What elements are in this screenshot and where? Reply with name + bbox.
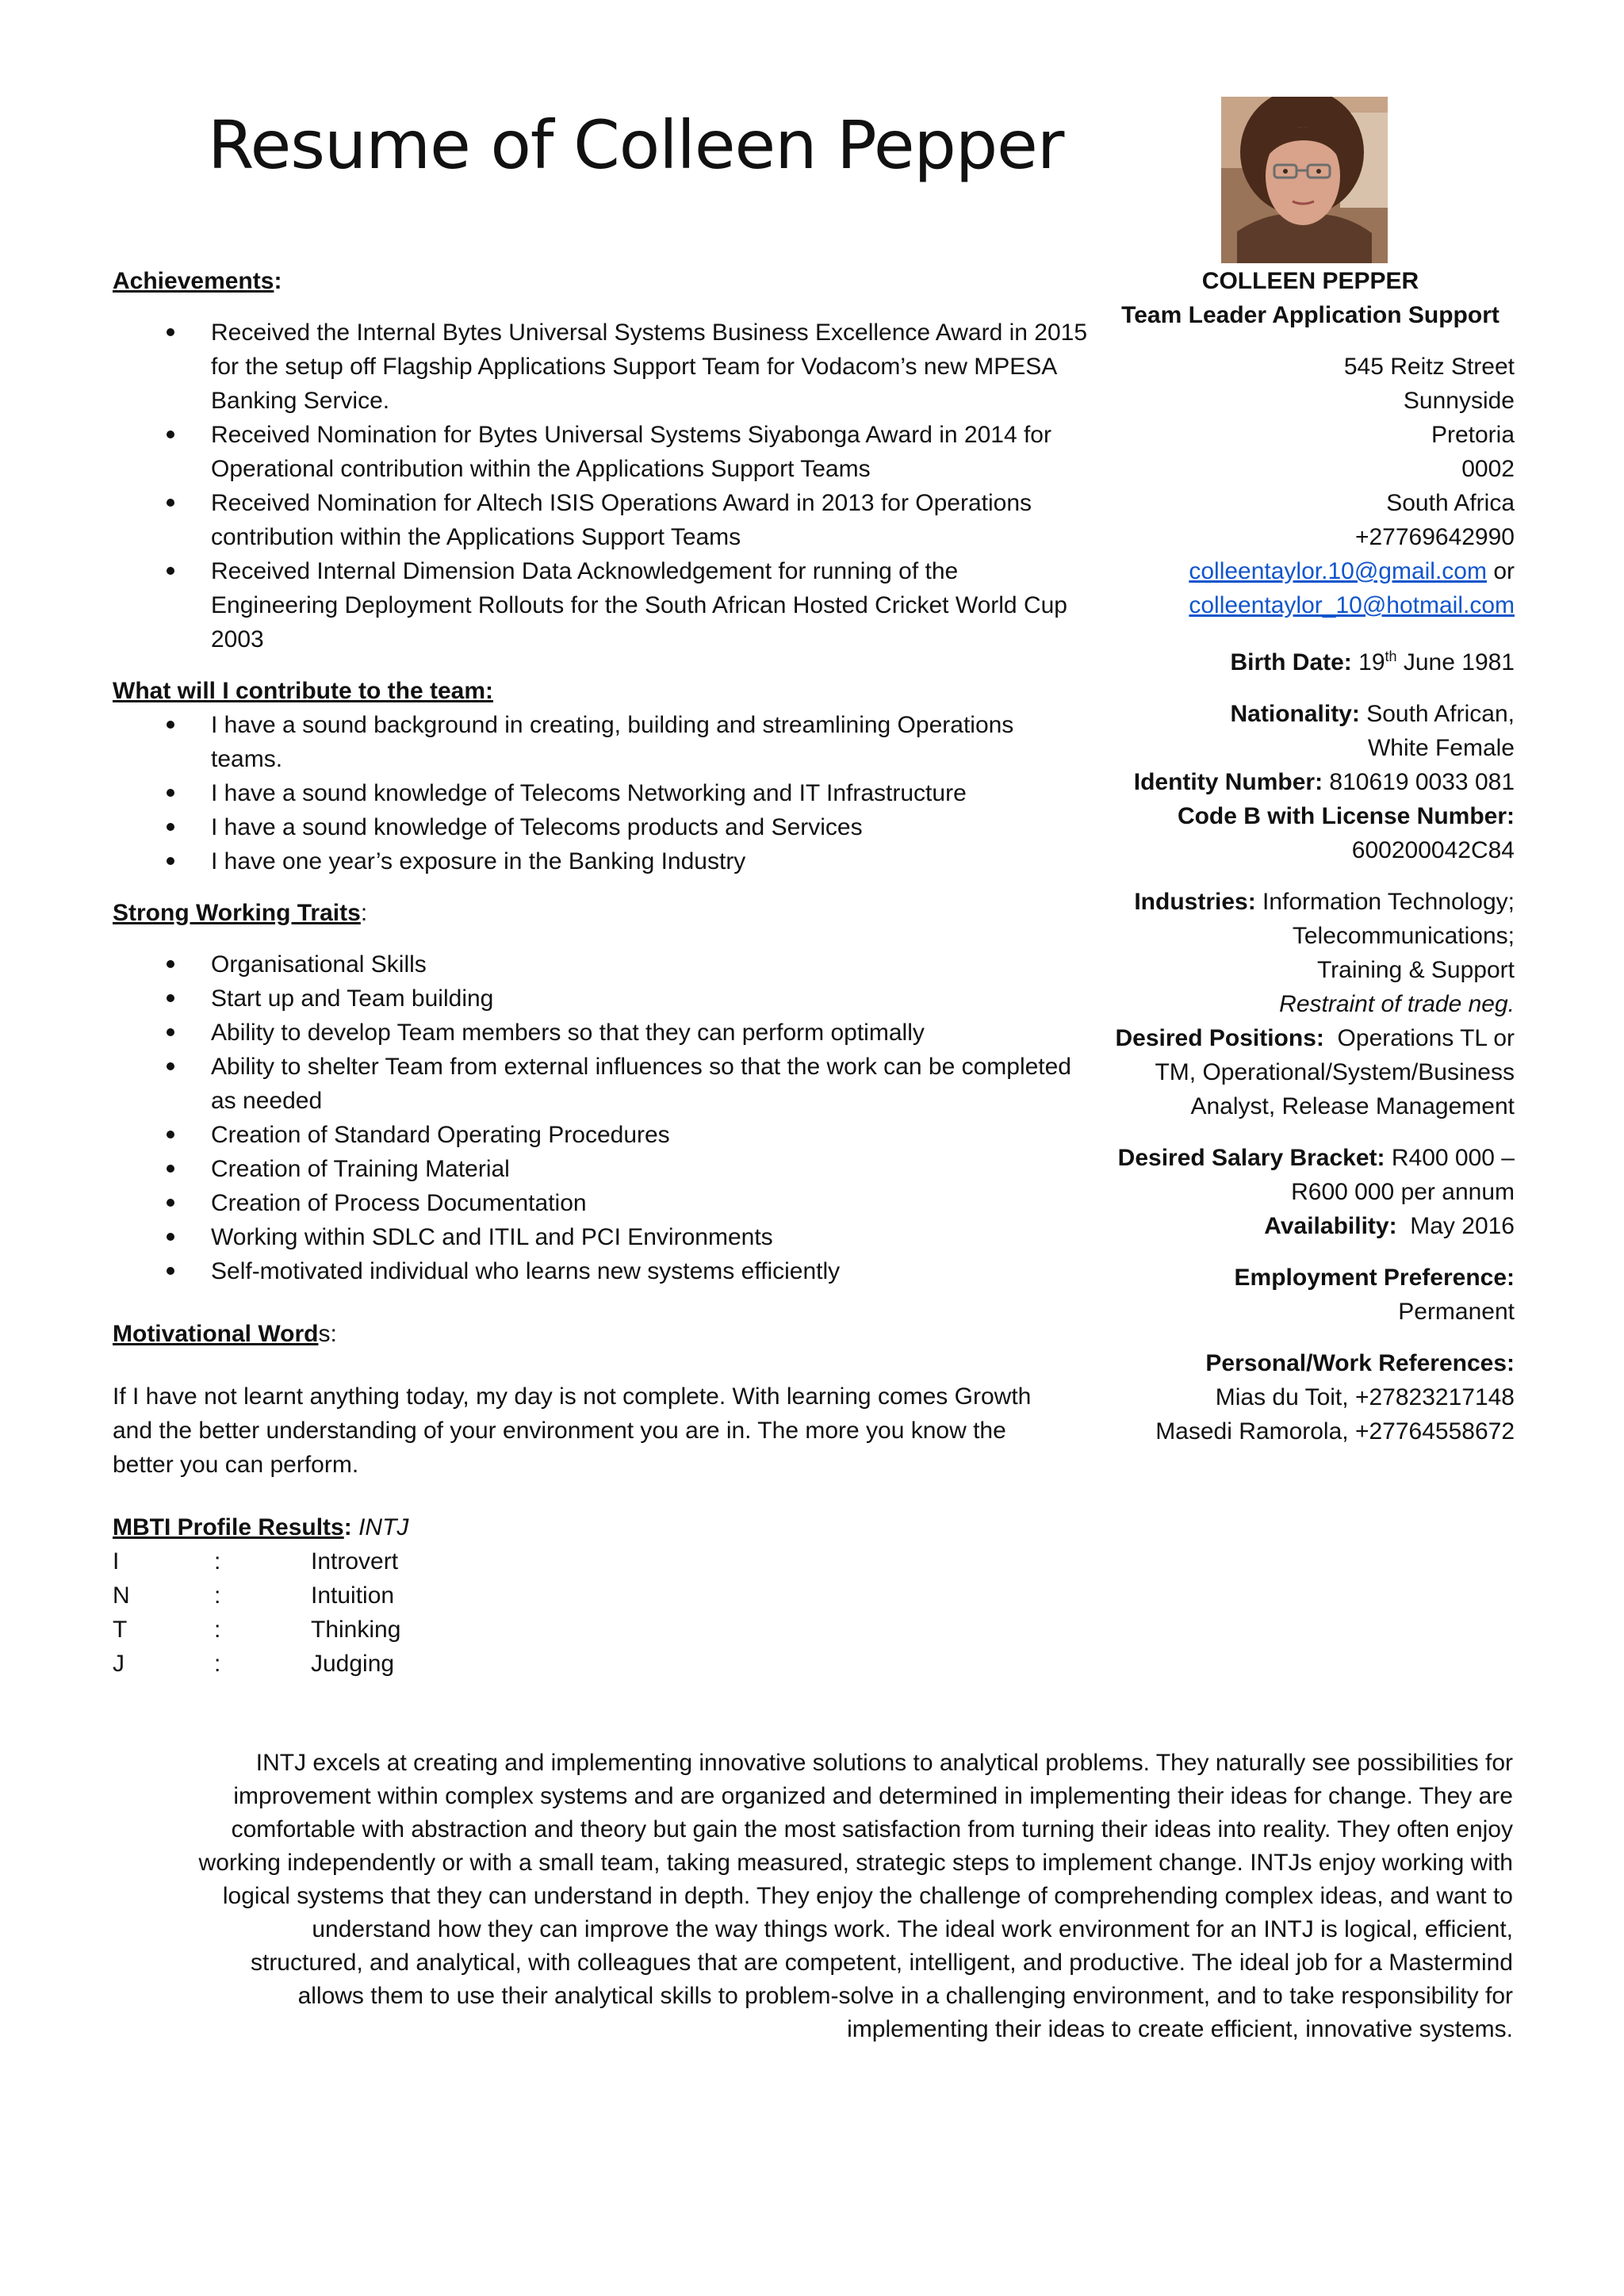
list-item: Received Internal Dimension Data Acknowledgement for running of the Engineering Deployment Rollouts for the South African Hosted Cricket World Cup 2003	[113, 554, 1088, 656]
achievements-heading: Achievements:	[113, 268, 282, 294]
traits-list	[113, 947, 1088, 1288]
employment-preference: Permanent	[1398, 1299, 1515, 1325]
phone-number: +27769642990	[1354, 524, 1515, 550]
page-title: Resume of Colleen Pepper	[208, 106, 1064, 184]
restraint-note: Restraint of trade neg.	[1279, 991, 1515, 1017]
mbti-description-line: INTJ excels at creating and implementing innovative solutions to analytical problems. They naturally see possibilities for	[255, 1750, 1513, 1776]
mbti-row: N : Intuition	[113, 1582, 395, 1609]
mbti-description-line: structured, and analytical, with colleagues that are competent, intelligent, and productive. The ideal job for a Mastermind	[250, 1950, 1513, 1976]
mbti-description-line: comfortable with abstraction and theory but gain the most satisfaction from turning their ideas into reality. They often enjoy	[231, 1816, 1513, 1843]
profile-job-title: Team Leader Application Support	[1121, 302, 1500, 328]
list-item: Received the Internal Bytes Universal Systems Business Excellence Award in 2015 for the setup off Flagship Applications Support Team for Vodacom’s new MPESA Banking Service.	[113, 316, 1088, 418]
address-line: Sunnyside	[1403, 388, 1515, 414]
list-item: I have a sound background in creating, building and streamlining Operations teams.	[113, 708, 1088, 776]
list-item: Creation of Process Documentation	[113, 1186, 1088, 1220]
motivational-text: If I have not learnt anything today, my day is not complete. With learning comes Growth and the better understanding of your environment you are in. The more you know the better you can perform.	[113, 1383, 1032, 1478]
list-item: I have one year’s exposure in the Banking Industry	[113, 844, 1088, 878]
address-line: 545 Reitz Street	[1343, 354, 1515, 380]
salary-bracket-line: R600 000 per annum	[1291, 1179, 1515, 1205]
profile-photo	[1221, 97, 1388, 263]
address-line: Pretoria	[1431, 422, 1515, 448]
desired-positions: Desired Positions: Operations TL or	[1115, 1025, 1515, 1051]
nationality: Nationality: South African,	[1230, 701, 1515, 727]
mbti-description-line: improvement within complex systems and are organized and determined in implementing their ideas for change. They are	[233, 1783, 1513, 1809]
mbti-description	[113, 1747, 1513, 2046]
list-item: Working within SDLC and ITIL and PCI Environments	[113, 1220, 1088, 1254]
employment-preference-label: Employment Preference:	[1234, 1265, 1515, 1291]
email-link-hotmail[interactable]: colleentaylor_10@hotmail.com	[1189, 592, 1515, 618]
mbti-row: I : Introvert	[113, 1548, 399, 1575]
list-item: Self-motivated individual who learns new systems efficiently	[113, 1254, 1088, 1288]
address-line: South Africa	[1386, 490, 1515, 516]
list-item: Received Nomination for Bytes Universal Systems Siyabonga Award in 2014 for Operational contribution within the Applications Support Teams	[113, 418, 1088, 486]
motivational-heading: Motivational Words:	[113, 1321, 337, 1347]
reference-item: Masedi Ramorola, +27764558672	[1155, 1418, 1515, 1445]
references-label: Personal/Work References:	[1205, 1350, 1515, 1376]
list-item: I have a sound knowledge of Telecoms products and Services	[113, 810, 1088, 844]
desired-positions-line: TM, Operational/System/Business	[1155, 1059, 1515, 1085]
email-link-gmail[interactable]: colleentaylor.10@gmail.com	[1189, 558, 1487, 584]
list-item: Start up and Team building	[113, 982, 1088, 1016]
salary-bracket: Desired Salary Bracket: R400 000 –	[1117, 1145, 1515, 1171]
license-label: Code B with License Number:	[1177, 803, 1515, 829]
traits-heading: Strong Working Traits:	[113, 900, 368, 926]
mbti-description-line: working independently or with a small team, taking measured, strategic steps to implement change. INTJs enjoy working with	[198, 1850, 1513, 1876]
list-item: Ability to develop Team members so that they can perform optimally	[113, 1016, 1088, 1050]
right-column	[1106, 264, 1515, 1448]
achievements-list	[113, 316, 1088, 656]
reference-item: Mias du Toit, +27823217148	[1215, 1384, 1515, 1410]
nationality-detail: White Female	[1367, 735, 1515, 761]
industries-line: Telecommunications;	[1292, 923, 1515, 949]
list-item: I have a sound knowledge of Telecoms Networking and IT Infrastructure	[113, 776, 1088, 810]
list-item: Creation of Training Material	[113, 1152, 1088, 1186]
industries-line: Training & Support	[1316, 957, 1515, 983]
mbti-description-line: implementing their ideas to create efficient, innovative systems.	[847, 2016, 1513, 2042]
email-line-1: colleentaylor.10@gmail.com or	[1189, 558, 1515, 584]
mbti-description-line: allows them to use their analytical skills to problem-solve in a challenging environment, and to take responsibility for	[297, 1983, 1513, 2009]
birth-date: Birth Date: 19th June 1981	[1230, 649, 1515, 675]
desired-positions-line: Analyst, Release Management	[1190, 1093, 1515, 1119]
mbti-row: T : Thinking	[113, 1617, 401, 1643]
mbti-row: J : Judging	[113, 1651, 395, 1677]
email-line-2	[1106, 588, 1515, 622]
identity-number: Identity Number: 810619 0033 081	[1133, 769, 1515, 795]
list-item: Organisational Skills	[113, 947, 1088, 982]
mbti-description-line: understand how they can improve the way things work. The ideal work environment for an INTJ is logical, efficient,	[312, 1916, 1513, 1942]
industries: Industries: Information Technology;	[1134, 889, 1515, 915]
list-item: Ability to shelter Team from external influences so that the work can be completed as needed	[113, 1050, 1088, 1118]
availability: Availability: May 2016	[1264, 1213, 1515, 1239]
mbti-description-line: logical systems that they can understand in depth. They enjoy the challenge of comprehending complex ideas, and want to	[222, 1883, 1513, 1909]
list-item: Creation of Standard Operating Procedures	[113, 1118, 1088, 1152]
left-column	[113, 264, 1088, 1681]
profile-name: COLLEEN PEPPER	[1201, 268, 1419, 294]
mbti-heading: MBTI Profile Results: INTJ	[113, 1514, 409, 1540]
license-number: 600200042C84	[1351, 837, 1515, 863]
contribute-list	[113, 708, 1088, 878]
address-line: 0002	[1461, 456, 1515, 482]
list-item: Received Nomination for Altech ISIS Operations Award in 2013 for Operations contribution within the Applications Support Teams	[113, 486, 1088, 554]
contribute-heading: What will I contribute to the team:	[113, 678, 493, 704]
